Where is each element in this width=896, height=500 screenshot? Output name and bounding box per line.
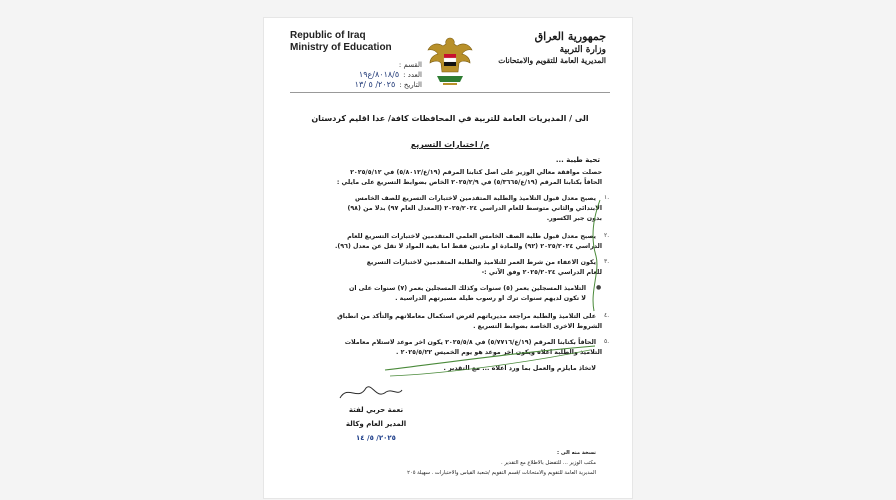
body-paragraph-1: حصلت موافقة معالي الوزير على اصل كتابنا المرقم (١٩/ع/٥/٨٠١٢) في ٢٠٢٥/٥/١٢ xyxy=(350,169,602,176)
date-label: التاريخ : xyxy=(399,81,422,89)
arabic-directorate-name: المديرية العامة للتقويم والامتحانات xyxy=(498,56,606,65)
signatory-title: المدير العام وكالة xyxy=(345,420,407,428)
addressee: الى / المديريات العامة للتربية في المحافظات كافة/ عدا اقليم كردستان xyxy=(311,114,589,123)
item-5-number: ٥. xyxy=(604,338,610,345)
ministry-name: Ministry of Education xyxy=(290,42,392,53)
item-2-line-2: الدراسي ٢٠٢٥/٢٠٢٤ (٩٢) وللمادة او مادتين فقط اما بقية المواد لا تقل عن معدل (٩٦). xyxy=(334,243,602,250)
country-name: Republic of Iraq xyxy=(290,30,366,41)
number-value: ٨٠١٨/٥/ع١٩ xyxy=(358,70,400,79)
signatory-name: نعمة حربي لفتة xyxy=(348,406,404,414)
cc-line-2: المديرية العامة للتقويم والامتحانات /قسم التقويم /شعبة القياس والاختبارات . سهيلة ٢٠٥ xyxy=(407,470,596,476)
item-4-line-2: الشروط الاخرى الخاصة بضوابط التسريع . xyxy=(473,323,602,330)
header-divider xyxy=(290,92,610,93)
item-2-number: ٢. xyxy=(604,232,610,239)
item-1-line-2: الابتدائي والثاني متوسط للعام الدراسي ٢٠٢٥/٢٠٢٤ (المعدل العام ٩٧) بدلا من (٩٨) xyxy=(347,205,602,212)
item-3-line-1: يكون الاعفاء من شرط العمر للتلاميذ والطلبة المتقدمين لاختبارات التسريع xyxy=(366,259,596,266)
subject-line: م/ اختبارات التسريع xyxy=(410,140,490,149)
arabic-country-name: جمهورية العراق xyxy=(534,30,606,43)
item-2-line-1: يصبح معدل قبول طلبة الصف الخامس العلمي المتقدمين لاختبارات التسريع للعام xyxy=(347,233,596,240)
date-value: ٢٠٢٥/ ٥ /١٣ xyxy=(354,80,396,89)
item-4-line-1: على التلاميذ والطلبة مراجعة مديرياتهم لغرض استكمال معاملاتهم والتأكد من انطباق xyxy=(337,313,596,320)
item-1-number: ١. xyxy=(604,194,610,201)
eagle-emblem-icon xyxy=(425,32,475,92)
reference-block xyxy=(355,60,422,90)
number-label: العدد : xyxy=(403,71,422,79)
english-header xyxy=(290,30,392,54)
item-3-number: ٣. xyxy=(604,258,610,265)
section-label: القسم : xyxy=(398,61,422,69)
number-row xyxy=(355,70,422,80)
closing-line: لاتخاذ مايلزم والعمل بما ورد اعلاه ... مع التقدير . xyxy=(443,365,596,372)
item-4-number: ٤. xyxy=(604,312,610,319)
section-row xyxy=(355,60,422,70)
cc-heading: نسخة منه الى : xyxy=(556,450,596,456)
item-3-bullet-line-2: لا تكون لديهم سنوات ترك او رسوب طيلة مسيرتهم الدراسية . xyxy=(395,295,586,302)
item-3-bullet-line-1: التلاميذ المسجلين بعمر (٥) سنوات وكذلك المسجلين بعمر (٧) سنوات على ان xyxy=(348,285,586,292)
cc-line-1: مكتب الوزير ... للتفضل بالاطلاع مع التقدير . xyxy=(501,460,596,466)
arabic-ministry-name: وزارة التربية xyxy=(559,45,606,55)
item-3-line-2: للعام الدراسي ٢٠٢٥/٢٠٢٤ وفق الآتي :- xyxy=(481,269,602,276)
item-5-line-2: التلاميذ والطلبة اعلاه ويكون اخر موعد هو يوم الخميس ٢٠٢٥/٥/٢٢ . xyxy=(396,349,602,356)
bullet-dot: ● xyxy=(596,284,602,291)
item-1-line-3: بدون جبر الكسور. xyxy=(546,215,602,222)
date-row xyxy=(355,80,422,90)
body-paragraph-1b: الحاقاً بكتابنا المرقم (١٩/ع/٥/٣٦٦٥) في ٢٠٢٥/٢/٩ الخاص بضوابط التسريع على مايلي : xyxy=(336,179,602,186)
greeting: تحية طيبة ... xyxy=(555,156,600,164)
arabic-header xyxy=(498,30,606,66)
signature-date: ٢٠٢٥/ ٥/ ١٤ xyxy=(356,434,396,442)
item-5-line-1: الحاقاً بكتابنا المرقم (١٩/ع/٥/٧٧١٦) في ٢٠٢٥/٥/٨ يكون اخر موعد لاستلام معاملات xyxy=(344,339,596,346)
item-1-line-1: يصبح معدل قبول التلاميذ والطلبة المتقدمين لاختبارات التسريع للصف الخامس xyxy=(355,195,596,202)
